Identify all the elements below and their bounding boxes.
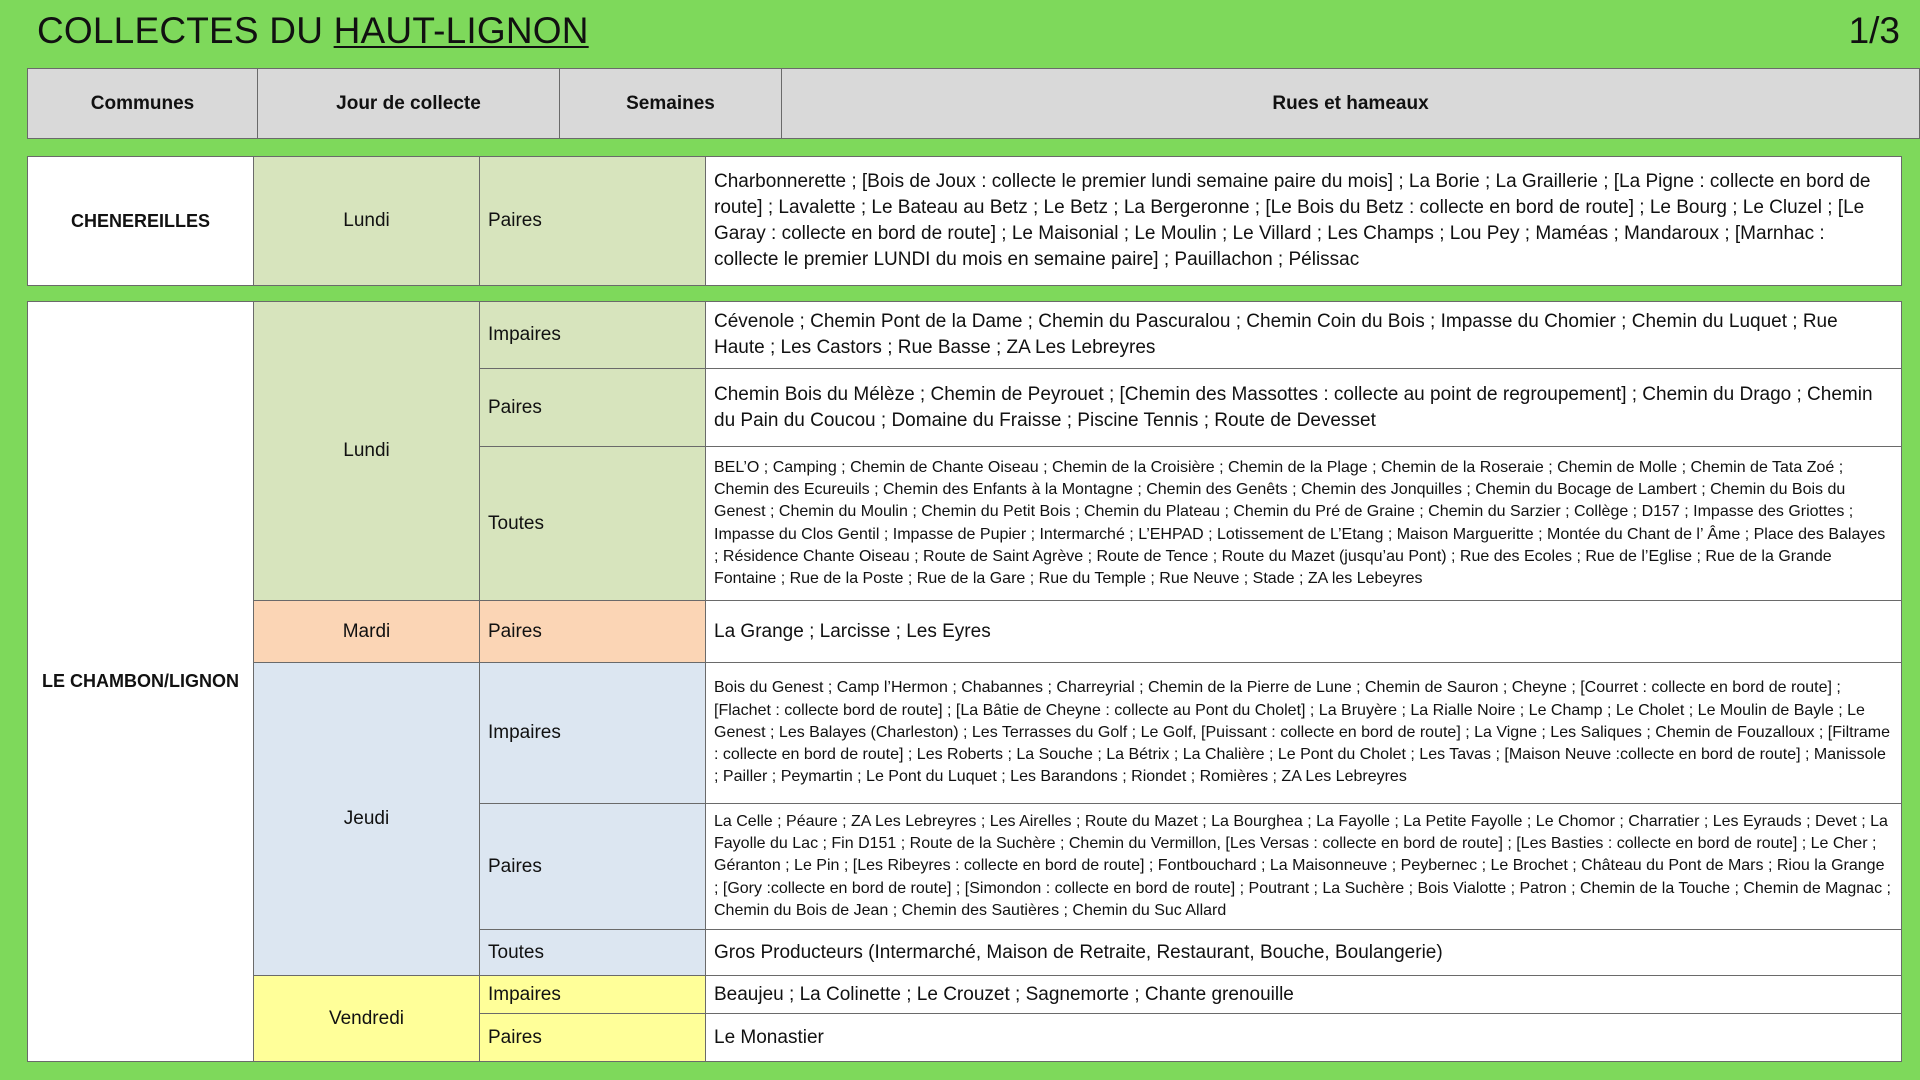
weeks-cell: Paires [480,369,706,447]
weeks-cell: Toutes [480,930,706,976]
weeks-cell: Impaires [480,976,706,1014]
weeks-cell: Paires [480,601,706,663]
streets-cell: Cévenole ; Chemin Pont de la Dame ; Chemin du Pascuralou ; Chemin Coin du Bois ; Impasse du Chomier ; Chemin du Luquet ; Rue Haute ; Les Castors ; Rue Basse ; ZA Les Lebreyres [706,302,1902,369]
weeks-cell: Paires [480,1014,706,1062]
streets-cell: La Grange ; Larcisse ; Les Eyres [706,601,1902,663]
header-table [27,68,1920,139]
commune-name: LE CHAMBON/LIGNON [28,302,254,1062]
commune-name: CHENEREILLES [28,157,254,286]
collection-day: Vendredi [254,976,480,1062]
collection-day: Mardi [254,601,480,663]
streets-cell: BEL’O ; Camping ; Chemin de Chante Oiseau ; Chemin de la Croisière ; Chemin de la Plage ; Chemin de la Roseraie ; Chemin de Molle ; Chemin de Tata Zoé ; Chemin des Ecureuils ; Chemin des Enfants à la Montagne ; Chemin des Genêts ; Chemin des Jonquilles ; Chemin du Bocage de Lambert ; Chemin du Bois du Genest ; Chemin du Moulin ; Chemin du Petit Bois ; Chemin du Plateau ; Chemin du Pré de Graine ; Chemin du Sarzier ; Collège ; D157 ; Impasse des Griottes ; Impasse du Clos Gentil ; Impasse de Pupier ; Intermarché ; L’EHPAD ; Lotissement de L’Etang ; Maison Margueritte ; Montée du Chant de l’ Âme ; Place des Balayes ; Résidence Chante Oiseau ; Route de Saint Agrève ; Route de Tence ; Route du Mazet (jusqu’au Pont) ; Rue des Ecoles ; Rue de l’Eglise ; Rue de la Grande Fontaine ; Rue de la Poste ; Rue de la Gare ; Rue du Temple ; Rue Neuve ; Stade ; ZA les Lebeyres [706,447,1902,601]
page-number: 1/3 [1848,10,1900,51]
collection-day: Lundi [254,157,480,286]
streets-cell: Beaujeu ; La Colinette ; Le Crouzet ; Sagnemorte ; Chante grenouille [706,976,1902,1014]
streets-cell: Gros Producteurs (Intermarché, Maison de Retraite, Restaurant, Bouche, Boulangerie) [706,930,1902,976]
collection-day: Jeudi [254,663,480,976]
chambon-table [27,301,1902,1062]
header-communes: Communes [28,69,258,139]
header-jour: Jour de collecte [258,69,560,139]
page-title [37,6,589,56]
streets-cell: Charbonnerette ; [Bois de Joux : collecte le premier lundi semaine paire du mois] ; La Borie ; La Graillerie ; [La Pigne : collecte en bord de route] ; Lavalette ; Le Bateau au Betz ; Le Betz ; La Bergeronne ; [Le Bois du Betz : collecte en bord de route] ; Le Bourg ; Le Cluzel ; [Le Garay : collecte en bord de route] ; Le Maisonial ; Le Moulin ; Le Villard ; Les Champs ; Lou Pey ; Maméas ; Mandaroux ; [Marnhac : collecte le premier LUNDI du mois en semaine paire] ; Pauillachon ; Pélissac [706,157,1902,286]
weeks-cell: Paires [480,157,706,286]
table-row [28,663,1902,804]
chenereilles-table [27,156,1902,286]
streets-cell: Bois du Genest ; Camp l’Hermon ; Chabannes ; Charreyrial ; Chemin de la Pierre de Lune ; Chemin de Sauron ; Cheyne ; [Courret : collecte en bord de route] ; [Flachet : collecte bord de route] ; [La Bâtie de Cheyne : collecte au Pont du Cholet] ; La Bruyère ; La Rialle Noire ; Le Champ ; Le Cholet ; Le Moulin de Bayle ; Le Genest ; Les Balayes (Charleston) ; Les Terrasses du Golf ; Le Golf, [Puissant : collecte en bord de route] ; La Vigne ; Les Saliques ; Chemin de Fouzalloux ; [Filtrame : collecte en bord de route] ; Les Roberts ; La Souche ; La Bétrix ; La Chalière ; Le Pont du Cholet ; Les Tavas ; [Maison Neuve :collecte en bord de route] ; Manissole ; Pailler ; Peymartin ; Le Pont du Luquet ; Les Barandons ; Riondet ; Romières ; ZA Les Lebreyres [706,663,1902,804]
table-row [28,601,1902,663]
header-rues: Rues et hameaux [782,69,1920,139]
streets-cell: La Celle ; Péaure ; ZA Les Lebreyres ; Les Airelles ; Route du Mazet ; La Bourghea ; La Fayolle ; La Petite Fayolle ; Le Chomor ; Charratier ; Les Eyrauds ; Devet ; La Fayolle du Lac ; Fin D151 ; Route de la Suchère ; Chemin du Vermillon, [Les Versas : collecte en bord de route] ; [Les Basties : collecte en bord de route] ; Le Cher ; Géranton ; Le Pin ; [Les Ribeyres : collecte en bord de route] ; Fontbouchard ; La Maisonneuve ; Peybernec ; Le Brochet ; Château du Pont de Mars ; Riou la Grange ; [Gory :collecte en bord de route] ; [Simondon : collecte en bord de route] ; Poutrant ; La Suchère ; Bois Vialotte ; Patron ; Chemin de la Touche ; Chemin de Magnac ; Chemin du Bois de Jean ; Chemin des Sautières ; Chemin du Suc Allard [706,804,1902,930]
weeks-cell: Toutes [480,447,706,601]
weeks-cell: Paires [480,804,706,930]
collection-day: Lundi [254,302,480,601]
table-row [28,302,1902,369]
table-row [28,157,1902,286]
title-prefix: COLLECTES DU [37,10,334,51]
header-row [28,69,1920,139]
title-highlight: HAUT-LIGNON [333,10,589,51]
weeks-cell: Impaires [480,302,706,369]
weeks-cell: Impaires [480,663,706,804]
streets-cell: Le Monastier [706,1014,1902,1062]
table-row [28,976,1902,1014]
streets-cell: Chemin Bois du Mélèze ; Chemin de Peyrouet ; [Chemin des Massottes : collecte au point de regroupement] ; Chemin du Drago ; Chemin du Pain du Coucou ; Domaine du Fraisse ; Piscine Tennis ; Route de Devesset [706,369,1902,447]
header-semaines: Semaines [560,69,782,139]
